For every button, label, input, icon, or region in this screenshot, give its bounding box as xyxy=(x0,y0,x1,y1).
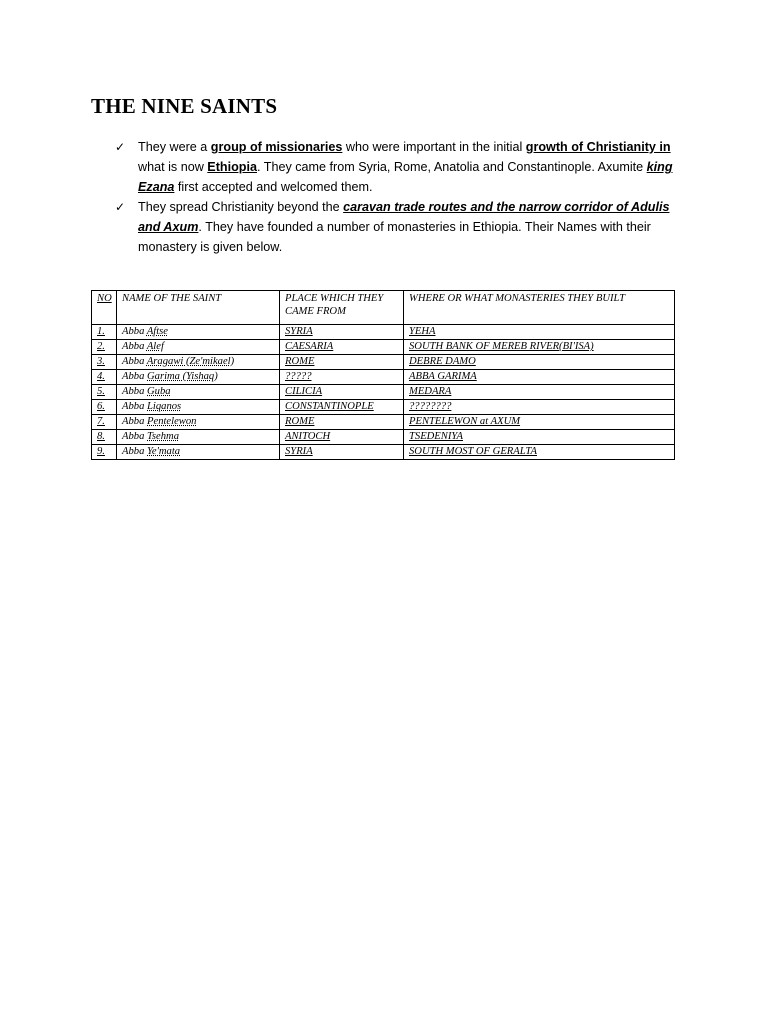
bullet-text: who were important in the initial xyxy=(342,140,526,154)
table-row xyxy=(92,355,675,370)
place-value: ROME xyxy=(285,416,315,427)
saint-name: Pentelewon xyxy=(147,416,197,427)
saint-title: Abba xyxy=(122,416,148,427)
cell-no xyxy=(92,415,117,430)
row-number: 2. xyxy=(97,341,105,352)
header-monastery: WHERE OR WHAT MONASTERIES THEY BUILT xyxy=(404,291,675,325)
cell-place xyxy=(280,340,404,355)
bullet-emphasis: group of missionaries xyxy=(210,140,343,154)
cell-no xyxy=(92,340,117,355)
bullet-item xyxy=(115,137,675,197)
saint-title: Abba xyxy=(122,326,147,337)
bullet-emphasis: king Ezana xyxy=(138,160,673,194)
header-name: NAME OF THE SAINT xyxy=(117,291,280,325)
monastery-value: DEBRE DAMO xyxy=(409,356,476,367)
table-row xyxy=(92,445,675,460)
cell-no xyxy=(92,400,117,415)
monastery-value: TSEDENIYA xyxy=(409,431,463,442)
saint-name: Garima (Yishaq) xyxy=(147,371,218,382)
monastery-value: YEHA xyxy=(409,326,436,337)
table-body xyxy=(92,325,675,460)
place-value: ????? xyxy=(285,371,312,382)
cell-name xyxy=(117,430,280,445)
monastery-value: ABBA GARIMA xyxy=(409,371,477,382)
cell-monastery xyxy=(404,355,675,370)
bullet-emphasis: growth of Christianity in xyxy=(525,140,671,154)
cell-no xyxy=(92,430,117,445)
row-number: 5. xyxy=(97,386,105,397)
cell-place xyxy=(280,355,404,370)
saint-title: Abba xyxy=(122,371,148,382)
saint-title: Abba xyxy=(122,401,148,412)
saint-title: Abba xyxy=(122,356,147,367)
table-row xyxy=(92,370,675,385)
monastery-value: SOUTH BANK OF MEREB RIVER(BI'ISA) xyxy=(409,341,594,352)
place-value: SYRIA xyxy=(285,326,313,337)
cell-monastery xyxy=(404,400,675,415)
page-title: THE NINE SAINTS xyxy=(91,94,278,118)
bullet-emphasis: Ethiopia xyxy=(207,160,257,174)
table-row xyxy=(92,340,675,355)
bullet-item xyxy=(115,197,675,257)
place-value: SYRIA xyxy=(285,446,313,457)
row-number: 8. xyxy=(97,431,105,442)
saint-name: Liqanos xyxy=(147,401,182,412)
saint-name: Aragawi (Ze'mikael) xyxy=(146,356,235,367)
saint-title: Abba xyxy=(122,446,148,457)
table-row xyxy=(92,385,675,400)
saint-name: Tsehma xyxy=(147,431,180,442)
table-row xyxy=(92,400,675,415)
bullet-text: . They came from Syria, Rome, Anatolia and Constantinople. Axumite xyxy=(256,160,647,174)
saint-name: Alef xyxy=(146,341,164,352)
cell-monastery xyxy=(404,370,675,385)
cell-name xyxy=(117,325,280,340)
cell-no xyxy=(92,325,117,340)
saint-name: Aftse xyxy=(146,326,169,337)
saint-title: Abba xyxy=(122,341,147,352)
cell-place xyxy=(280,430,404,445)
table-row xyxy=(92,415,675,430)
cell-place xyxy=(280,415,404,430)
table-header-row xyxy=(92,291,675,325)
cell-monastery xyxy=(404,415,675,430)
monastery-value: PENTELEWON at AXUM xyxy=(409,416,521,427)
row-number: 1. xyxy=(97,326,105,337)
cell-name xyxy=(117,415,280,430)
cell-name xyxy=(117,355,280,370)
bullet-text: what is now xyxy=(138,160,208,174)
cell-monastery xyxy=(404,445,675,460)
row-number: 3. xyxy=(97,356,105,367)
place-value: CILICIA xyxy=(285,386,323,397)
row-number: 4. xyxy=(97,371,105,382)
cell-no xyxy=(92,370,117,385)
bullet-text: . They have founded a number of monasteries in Ethiopia. Their Names with their monastery is given below. xyxy=(138,220,651,254)
checkmark-icon: ✓ xyxy=(115,140,126,154)
cell-name xyxy=(117,445,280,460)
monastery-value: ???????? xyxy=(409,401,452,412)
cell-place xyxy=(280,370,404,385)
place-value: CONSTANTINOPLE xyxy=(285,401,374,412)
cell-monastery xyxy=(404,325,675,340)
table-header xyxy=(92,291,675,325)
monastery-value: SOUTH MOST OF GERALTA xyxy=(409,446,537,457)
row-number: 6. xyxy=(97,401,105,412)
header-no: NO xyxy=(92,291,117,325)
checkmark-icon: ✓ xyxy=(115,200,126,214)
cell-place xyxy=(280,445,404,460)
bullet-text: They spread Christianity beyond the xyxy=(138,200,344,214)
cell-monastery xyxy=(404,385,675,400)
row-number: 7. xyxy=(97,416,105,427)
table-row xyxy=(92,430,675,445)
cell-name xyxy=(117,385,280,400)
header-place: PLACE WHICH THEY CAME FROM xyxy=(280,291,404,325)
saint-name: Ye'mata xyxy=(147,446,181,457)
monastery-value: MEDARA xyxy=(409,386,452,397)
cell-place xyxy=(280,385,404,400)
cell-name xyxy=(117,340,280,355)
row-number: 9. xyxy=(97,446,105,457)
bullet-list xyxy=(115,137,675,257)
cell-name xyxy=(117,400,280,415)
bullet-text: They were a xyxy=(138,140,211,154)
bullet-text: first accepted and welcomed them. xyxy=(174,180,373,194)
table-row xyxy=(92,325,675,340)
cell-place xyxy=(280,325,404,340)
bullet-emphasis: caravan trade routes and the narrow corridor of Adulis and Axum xyxy=(138,200,670,234)
cell-no xyxy=(92,445,117,460)
cell-monastery xyxy=(404,430,675,445)
saint-title: Abba xyxy=(122,431,148,442)
cell-no xyxy=(92,385,117,400)
cell-name xyxy=(117,370,280,385)
saint-name: Guba xyxy=(147,386,171,397)
cell-place xyxy=(280,400,404,415)
saint-title: Abba xyxy=(122,386,148,397)
cell-monastery xyxy=(404,340,675,355)
cell-no xyxy=(92,355,117,370)
place-value: ROME xyxy=(285,356,315,367)
place-value: ANITOCH xyxy=(285,431,331,442)
saints-table xyxy=(91,290,675,460)
place-value: CAESARIA xyxy=(285,341,334,352)
